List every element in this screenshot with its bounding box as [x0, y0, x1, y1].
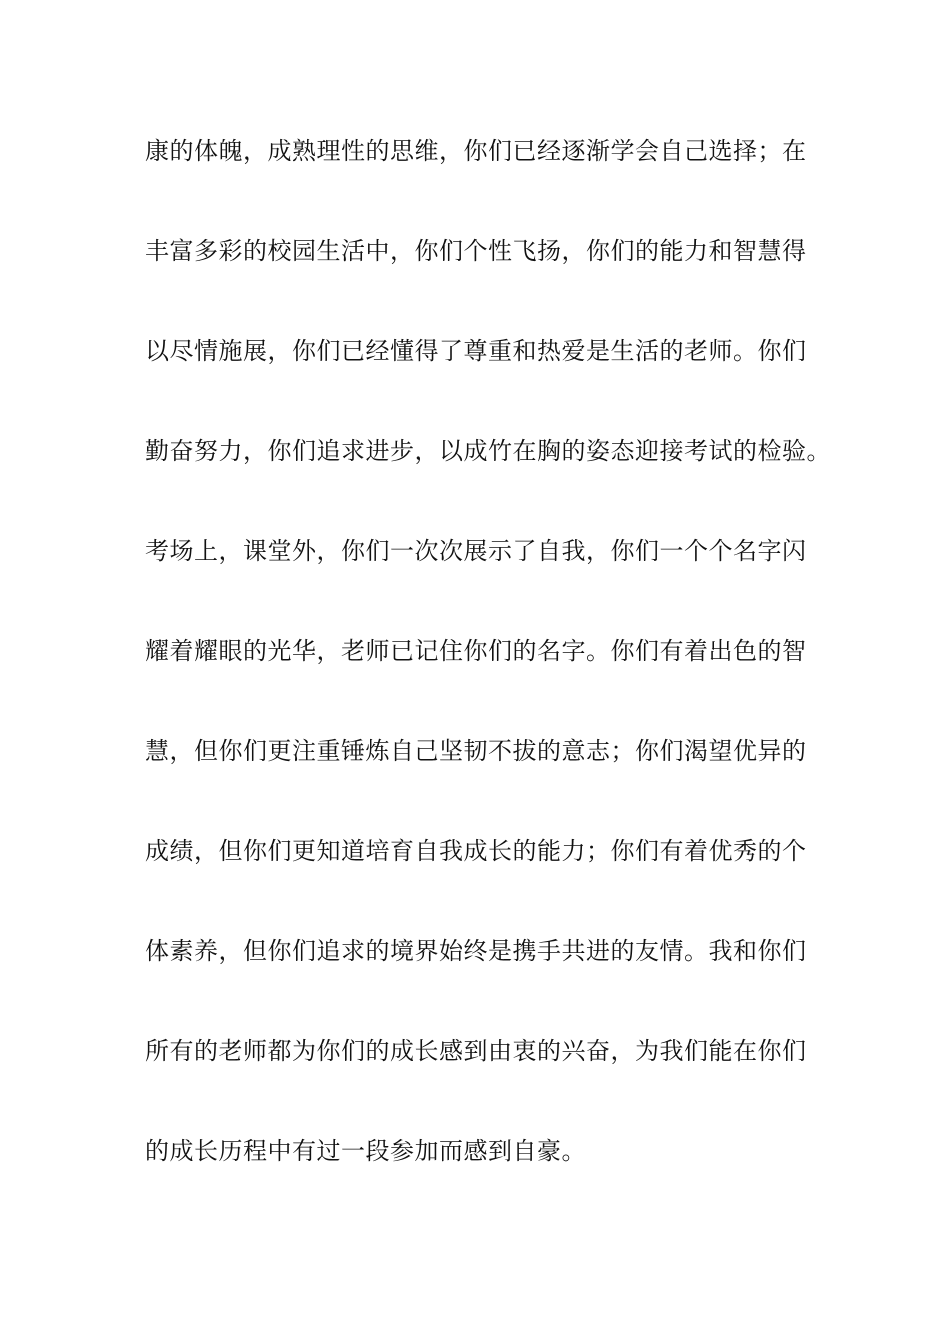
text-line-11: 的成长历程中有过一段参加而感到自豪。: [145, 1137, 586, 1165]
text-line-6: 耀着耀眼的光华，老师已记住你们的名字。你们有着出色的智: [145, 637, 807, 665]
text-line-3: 以尽情施展，你们已经懂得了尊重和热爱是生活的老师。你们: [145, 337, 807, 365]
text-line-1: 康的体魄，成熟理性的思维，你们已经逐渐学会自己选择；在: [145, 137, 807, 165]
text-line-9: 体素养，但你们追求的境界始终是携手共进的友情。我和你们: [145, 937, 807, 965]
text-line-10: 所有的老师都为你们的成长感到由衷的兴奋，为我们能在你们: [145, 1037, 807, 1065]
text-line-4: 勤奋努力，你们追求进步，以成竹在胸的姿态迎接考试的检验。: [145, 437, 831, 465]
text-line-8: 成绩，但你们更知道培育自我成长的能力；你们有着优秀的个: [145, 837, 807, 865]
body-text: [145, 101, 845, 1201]
text-line-7: 慧，但你们更注重锤炼自己坚韧不拔的意志；你们渴望优异的: [145, 737, 807, 765]
text-line-2: 丰富多彩的校园生活中，你们个性飞扬，你们的能力和智慧得: [145, 237, 807, 265]
text-line-5: 考场上，课堂外，你们一次次展示了自我，你们一个个名字闪: [145, 537, 807, 565]
